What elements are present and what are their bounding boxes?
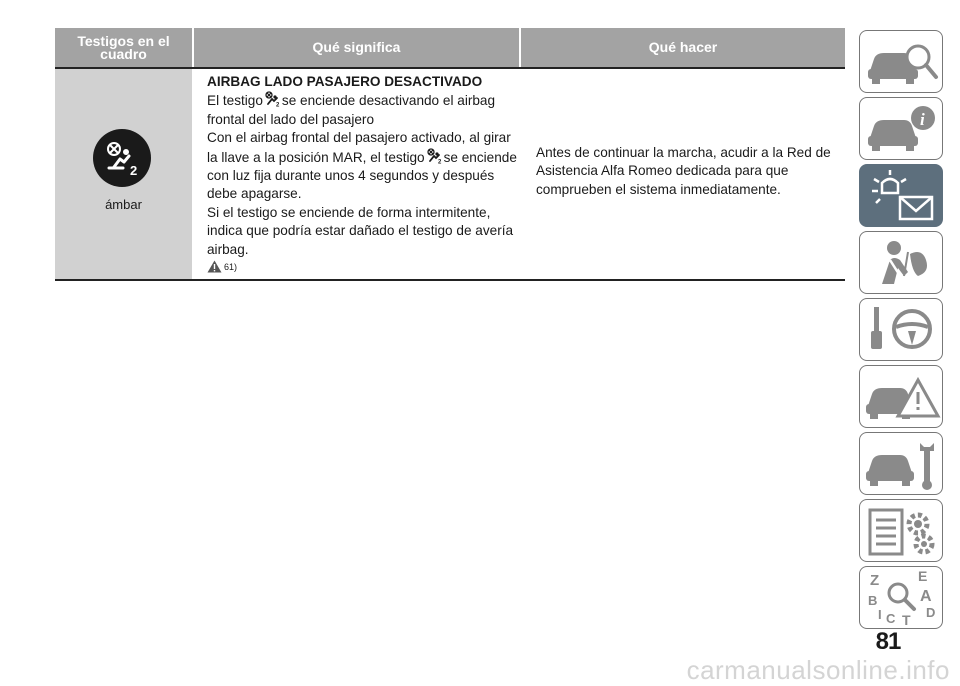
svg-text:2: 2 bbox=[130, 163, 138, 178]
airbag-passenger-off-icon bbox=[264, 91, 281, 107]
meaning-title: AIRBAG LADO PASAJERO DESACTIVADO bbox=[207, 74, 483, 89]
meaning-text: se enciende con luz fija durante unos 4 segundos y después debe apagarse. bbox=[207, 149, 517, 202]
chapter-tab-8[interactable] bbox=[859, 499, 943, 562]
car-warning-triangle-icon bbox=[860, 366, 944, 429]
index-letter: A bbox=[920, 588, 932, 605]
car-info-icon bbox=[860, 98, 944, 161]
meaning-text: El testigo bbox=[207, 93, 263, 109]
airbag-passenger-off-icon bbox=[426, 148, 443, 164]
chapter-tab-7[interactable] bbox=[859, 432, 943, 495]
meaning-text: Con el airbag frontal del pasajero activado, al girar la llave a la posición MAR, el testigo bbox=[207, 130, 511, 165]
svg-text:2: 2 bbox=[437, 159, 441, 164]
page-number: 81 bbox=[875, 628, 901, 655]
note-number: 61) bbox=[224, 261, 238, 272]
index-letter: C bbox=[886, 611, 896, 626]
table-bottom-rule bbox=[55, 279, 845, 281]
index-letter: B bbox=[868, 593, 878, 608]
chapter-tab-2[interactable] bbox=[859, 97, 943, 160]
indicator-cell bbox=[55, 69, 192, 279]
car-magnifier-icon bbox=[860, 31, 944, 94]
chapter-tab-5[interactable] bbox=[859, 298, 943, 361]
indicator-color-label: ámbar bbox=[105, 197, 142, 212]
svg-text:i: i bbox=[920, 110, 925, 129]
watermark: carmanualsonline.info bbox=[686, 655, 950, 685]
chapter-tab-9[interactable] bbox=[859, 566, 943, 629]
table-header bbox=[55, 28, 845, 67]
seatbelt-airbag-icon bbox=[860, 232, 944, 295]
index-letter: D bbox=[926, 605, 936, 620]
chapter-tab-3[interactable] bbox=[859, 164, 943, 227]
key-steering-wheel-icon bbox=[860, 299, 944, 362]
action-cell: Antes de continuar la marcha, acudir a la Red de Asistencia Alfa Romeo dedicada para que comprueben el sistema inmediatamente. bbox=[536, 145, 831, 197]
index-letter: I bbox=[878, 607, 882, 622]
chapter-tab-6[interactable] bbox=[859, 365, 943, 428]
warning-triangle-icon bbox=[207, 260, 222, 273]
header-indicator: Testigos en el cuadro bbox=[55, 28, 192, 67]
meaning-paragraph-3: Si el testigo se enciende de forma intermitente, indica que podría estar dañado el testigo de avería airbag. bbox=[207, 204, 514, 257]
airbag-passenger-off-icon bbox=[93, 129, 151, 187]
chapter-tab-4[interactable] bbox=[859, 231, 943, 294]
index-letter: Z bbox=[870, 572, 880, 589]
index-letter: T bbox=[902, 612, 911, 628]
car-wrench-icon bbox=[860, 433, 944, 496]
alphabet-index-icon bbox=[860, 567, 944, 630]
index-letter: E bbox=[918, 568, 928, 584]
warning-light-envelope-icon bbox=[860, 165, 944, 228]
chapter-tab-1[interactable] bbox=[859, 30, 943, 93]
meaning-text: se enciende desactivando el airbag frontal del lado del pasajero bbox=[207, 93, 496, 127]
header-meaning: Qué significa bbox=[194, 28, 519, 67]
note-reference[interactable] bbox=[207, 260, 519, 273]
meaning-cell bbox=[207, 73, 519, 273]
table-row bbox=[55, 69, 845, 279]
meaning-paragraph-2 bbox=[207, 129, 519, 204]
meaning-paragraph-1 bbox=[207, 91, 519, 129]
header-action: Qué hacer bbox=[521, 28, 845, 67]
list-gears-icon bbox=[860, 500, 944, 563]
svg-text:2: 2 bbox=[275, 102, 280, 108]
